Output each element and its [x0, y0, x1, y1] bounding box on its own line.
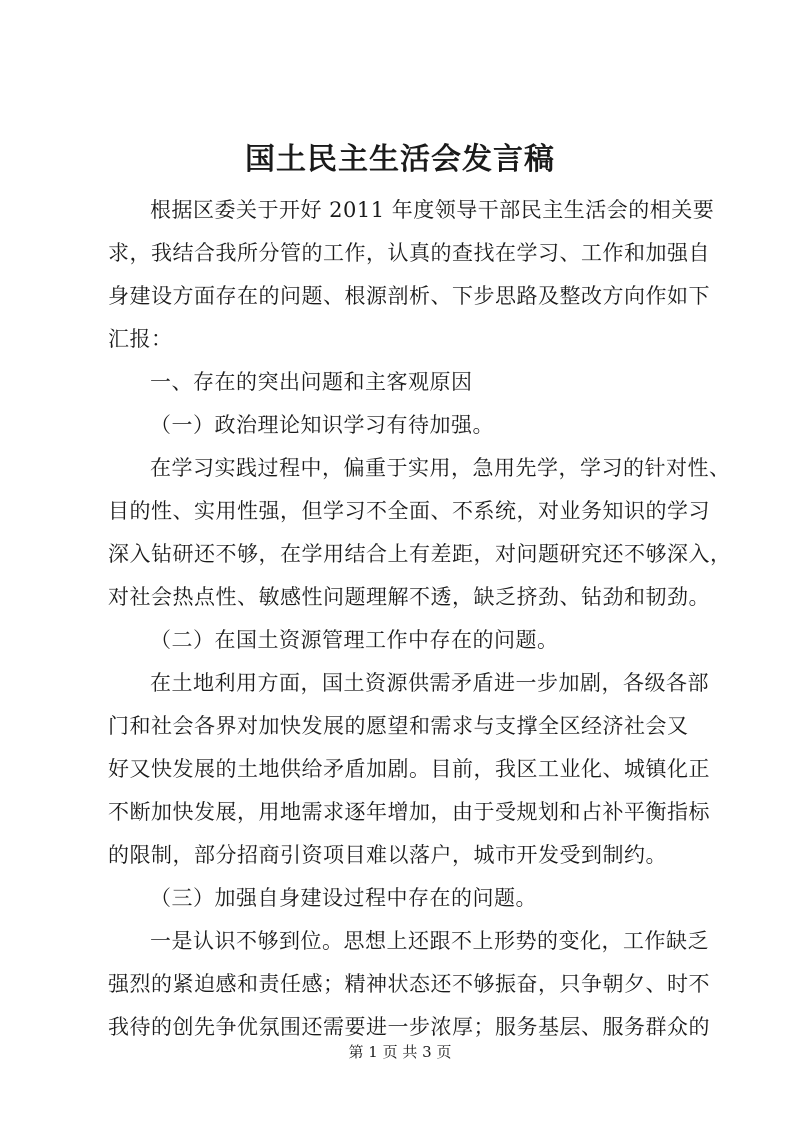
page-number-footer: 第 1 页 共 3 页	[348, 1043, 452, 1061]
paragraph-line: 的限制，部分招商引资项目难以落户，城市开发受到制约。	[108, 843, 667, 867]
paragraph-line: 门和社会各界对加快发展的愿望和需求与支撑全区经济社会又	[108, 714, 689, 738]
subsection-heading: （一）政治理论知识学习有待加强。	[150, 413, 494, 437]
paragraph-line: 汇报：	[108, 327, 173, 351]
section-heading: 一、存在的突出问题和主客观原因	[150, 370, 473, 394]
paragraph-line: 强烈的紧迫感和责任感；精神状态还不够振奋，只争朝夕、时不	[108, 972, 710, 996]
paragraph-line: 身建设方面存在的问题、根源剖析、下步思路及整改方向作如下	[108, 284, 710, 308]
paragraph-line: 在学习实践过程中，偏重于实用，急用先学，学习的针对性、	[150, 456, 731, 480]
paragraph-line: 一是认识不够到位。思想上还跟不上形势的变化，工作缺乏	[150, 929, 709, 953]
subsection-heading: （二）在国土资源管理工作中存在的问题。	[150, 628, 559, 652]
paragraph-line: 对社会热点性、敏感性问题理解不透，缺乏挤劲、钻劲和韧劲。	[108, 585, 710, 609]
document-title: 国土民主生活会发言稿	[245, 142, 555, 177]
paragraph-line: 我待的创先争优氛围还需要进一步浓厚；服务基层、服务群众的	[108, 1015, 710, 1039]
paragraph-line: 求，我结合我所分管的工作，认真的查找在学习、工作和加强自	[108, 241, 710, 265]
paragraph-line: 在土地利用方面，国土资源供需矛盾进一步加剧，各级各部	[150, 671, 709, 695]
paragraph-line: 不断加快发展，用地需求逐年增加，由于受规划和占补平衡指标	[108, 800, 710, 824]
paragraph-line: 目的性、实用性强，但学习不全面、不系统，对业务知识的学习	[108, 499, 710, 523]
paragraph-line: 深入钻研还不够，在学用结合上有差距，对问题研究还不够深入，	[108, 542, 732, 566]
subsection-heading: （三）加强自身建设过程中存在的问题。	[150, 886, 537, 910]
paragraph-line: 根据区委关于开好 2011 年度领导干部民主生活会的相关要	[150, 198, 715, 222]
paragraph-line: 好又快发展的土地供给矛盾加剧。目前，我区工业化、城镇化正	[108, 757, 710, 781]
